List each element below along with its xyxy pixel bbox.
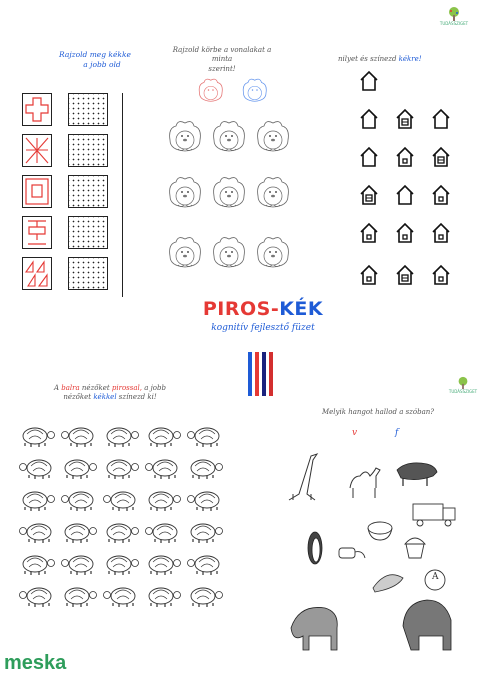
meska-logo: meska [4,652,67,674]
dot-grid [68,175,108,208]
t-l1c: nézőket [79,384,112,392]
t-l1a: A [54,384,62,392]
houses-instruction-part-1: nilyet és színezd [338,55,399,63]
t-l2a: nézőket [63,393,94,402]
t-l2b: kékkel [93,393,117,402]
letter-ball-text: A [432,572,439,582]
houses-grid [355,68,465,298]
penguin-icon [308,532,322,564]
cement-truck-icon [413,504,455,526]
letter-f: f [395,428,399,438]
tudassziget-logo-a [436,6,472,26]
turtles-instruction [30,384,190,403]
hedgehog-grid [160,76,290,286]
cover-title-blue: KÉK [279,298,324,320]
turtles-grid [18,424,228,614]
grid-instruction [55,50,135,70]
tree-icon [446,6,462,22]
hedgehog-instruction-line-1: Rajzold körbe a vonalakat a minta [172,46,272,64]
pattern-cell-2 [22,134,52,167]
dot-grid [68,93,108,126]
boar-icon [397,463,437,486]
diving-mask-icon [339,548,365,558]
seal-icon [373,575,403,592]
page-edge-line [122,93,124,297]
bear-icon [403,600,451,650]
dot-grid [68,216,108,249]
hedgehog-instruction [162,46,282,74]
jar-icon [368,522,392,540]
pattern-cell-3 [22,175,52,208]
cover-subtitle: kognitív fejlesztő füzet [211,323,315,333]
sample-hedgehog-red [199,79,222,101]
letter-v: v [352,428,358,438]
grid-instruction-line-2: a jobb old [83,60,121,70]
t-l1b: balra [61,384,80,392]
pencils-icon [246,350,276,400]
houses-instruction-part-2: kékre! [398,55,422,63]
t-l2c: színezd ki! [116,393,157,402]
tudassziget-text: TUDÁSSZIGET [448,389,478,394]
cover-title-main [188,298,338,320]
houses-instruction [338,55,458,64]
pattern-cell-1 [22,93,52,126]
tudassziget-logo-b [448,376,478,394]
giraffe-icon [289,454,317,500]
elephant-icon [291,607,337,650]
cover-title-dash: - [270,298,280,320]
camel-icon [350,468,380,498]
cover-title-red: PIROS [202,298,271,320]
tree-icon [456,376,470,390]
cover-title [188,298,338,333]
t-l1e: a jobb [142,384,166,392]
pattern-cell-5 [22,257,52,290]
pattern-cell-4 [22,216,52,249]
hedgehog-instruction-line-2: szerint! [208,64,236,73]
turtles-instruction-line-2 [30,393,190,402]
animal-illustrations [285,448,470,660]
sound-instruction: Melyik hangot hallod a szóban? [321,408,435,416]
t-l1d: pirossal, [111,384,143,392]
grid-instruction-line-1: Rajzold meg kékke [59,50,131,59]
tudassziget-text: TUDÁSSZIGET [439,21,469,26]
cupcake-icon [405,538,425,558]
dot-grid [68,257,108,290]
sample-hedgehog-blue [243,79,266,101]
dot-grid [68,134,108,167]
